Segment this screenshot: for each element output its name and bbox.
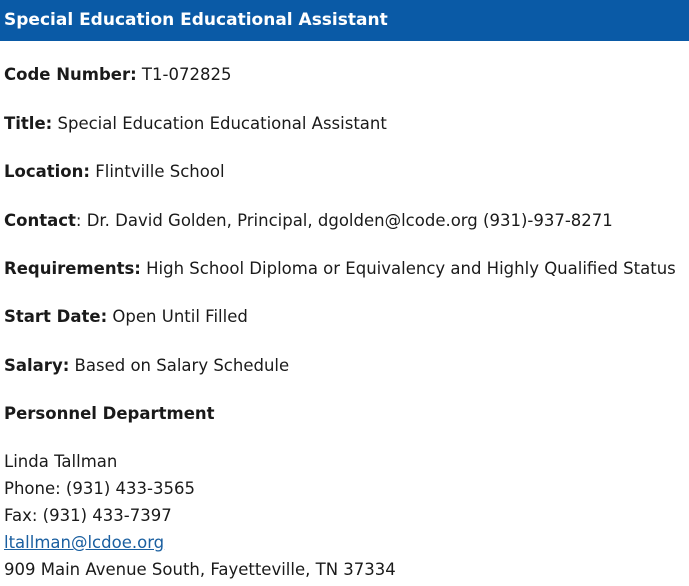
code-number-value: T1-072825 <box>136 65 232 84</box>
requirements-value: High School Diploma or Equivalency and Highly Qualified Status <box>140 259 676 278</box>
location-row <box>4 162 225 182</box>
personnel-email-link[interactable]: ltallman@lcdoe.org <box>4 533 165 552</box>
requirements-label: Requirements: <box>4 259 141 278</box>
location-value: Flintville School <box>90 162 225 181</box>
contact-value: : Dr. David Golden, Principal, dgolden@lcode.org (931)-937-8271 <box>75 211 613 230</box>
personnel-address: 909 Main Avenue South, Fayetteville, TN 37334 <box>4 560 396 579</box>
page-title: Special Education Educational Assistant <box>0 0 689 41</box>
location-label: Location: <box>4 162 90 181</box>
code-number-label: Code Number: <box>4 65 137 84</box>
requirements-row <box>4 259 676 279</box>
title-row <box>4 114 387 134</box>
personnel-email-row <box>4 533 164 553</box>
personnel-name: Linda Tallman <box>4 452 118 471</box>
salary-value: Based on Salary Schedule <box>69 356 290 375</box>
personnel-phone: Phone: (931) 433-3565 <box>4 479 195 498</box>
start-date-label: Start Date: <box>4 307 108 326</box>
contact-row <box>4 211 613 231</box>
contact-label: Contact <box>4 211 76 230</box>
salary-row <box>4 356 289 376</box>
salary-label: Salary: <box>4 356 70 375</box>
personnel-fax: Fax: (931) 433-7397 <box>4 506 172 525</box>
personnel-heading: Personnel Department <box>4 404 215 423</box>
code-number-row <box>4 65 231 85</box>
title-label: Title: <box>4 114 53 133</box>
title-value: Special Education Educational Assistant <box>52 114 387 133</box>
start-date-row <box>4 307 248 327</box>
start-date-value: Open Until Filled <box>107 307 248 326</box>
